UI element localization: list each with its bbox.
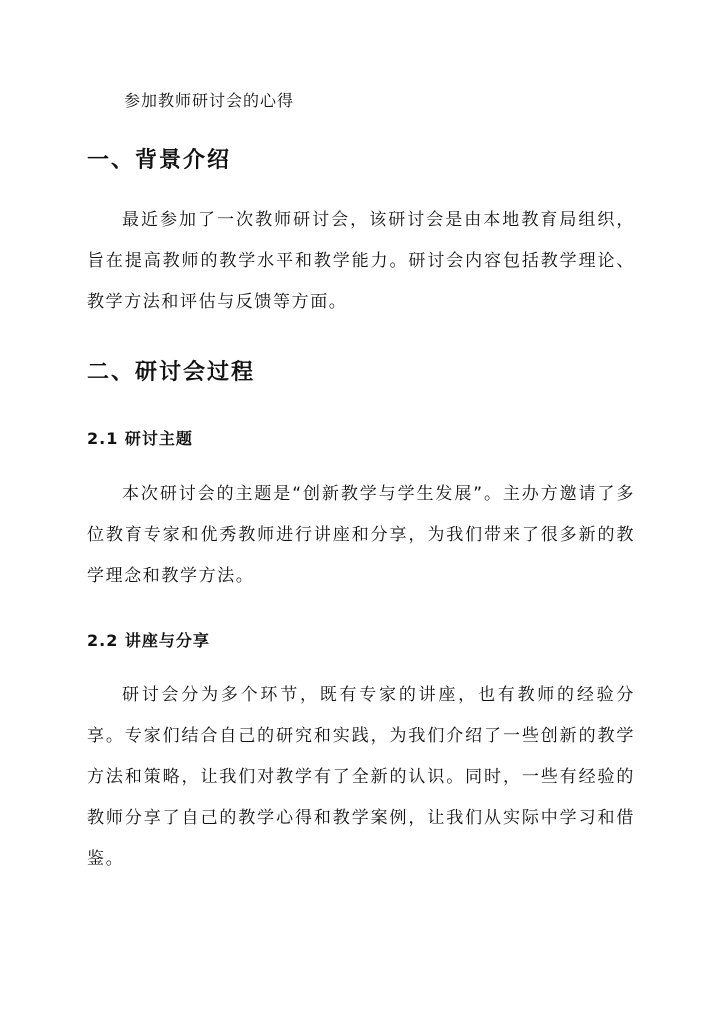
section-heading-process: 二、研讨会过程 xyxy=(87,360,256,385)
paragraph-theme: 本次研讨会的主题是“创新教学与学生发展”。主办方邀请了多位教育专家和优秀教师进行讲座和分享，为我们带来了很多新的教学理念和教学方法。 xyxy=(87,484,635,586)
document-title: 参加教师研讨会的心得 xyxy=(124,91,295,110)
paragraph-lectures: 研讨会分为多个环节，既有专家的讲座，也有教师的经验分享。专家们结合自己的研究和实践，为我们介绍了一些创新的教学方法和策略，让我们对教学有了全新的认识。同时，一些有经验的教师分享了自己的教学心得和教学案例，让我们从实际中学习和借鉴。 xyxy=(87,685,635,869)
subsection-heading-lectures: 2.2 讲座与分享 xyxy=(87,631,210,650)
subsection-heading-theme: 2.1 研讨主题 xyxy=(87,429,193,448)
paragraph-background: 最近参加了一次教师研讨会，该研讨会是由本地教育局组织，旨在提高教师的教学水平和教学能力。研讨会内容包括教学理论、教学方法和评估与反馈等方面。 xyxy=(87,210,635,312)
section-heading-background: 一、背景介绍 xyxy=(87,148,232,173)
